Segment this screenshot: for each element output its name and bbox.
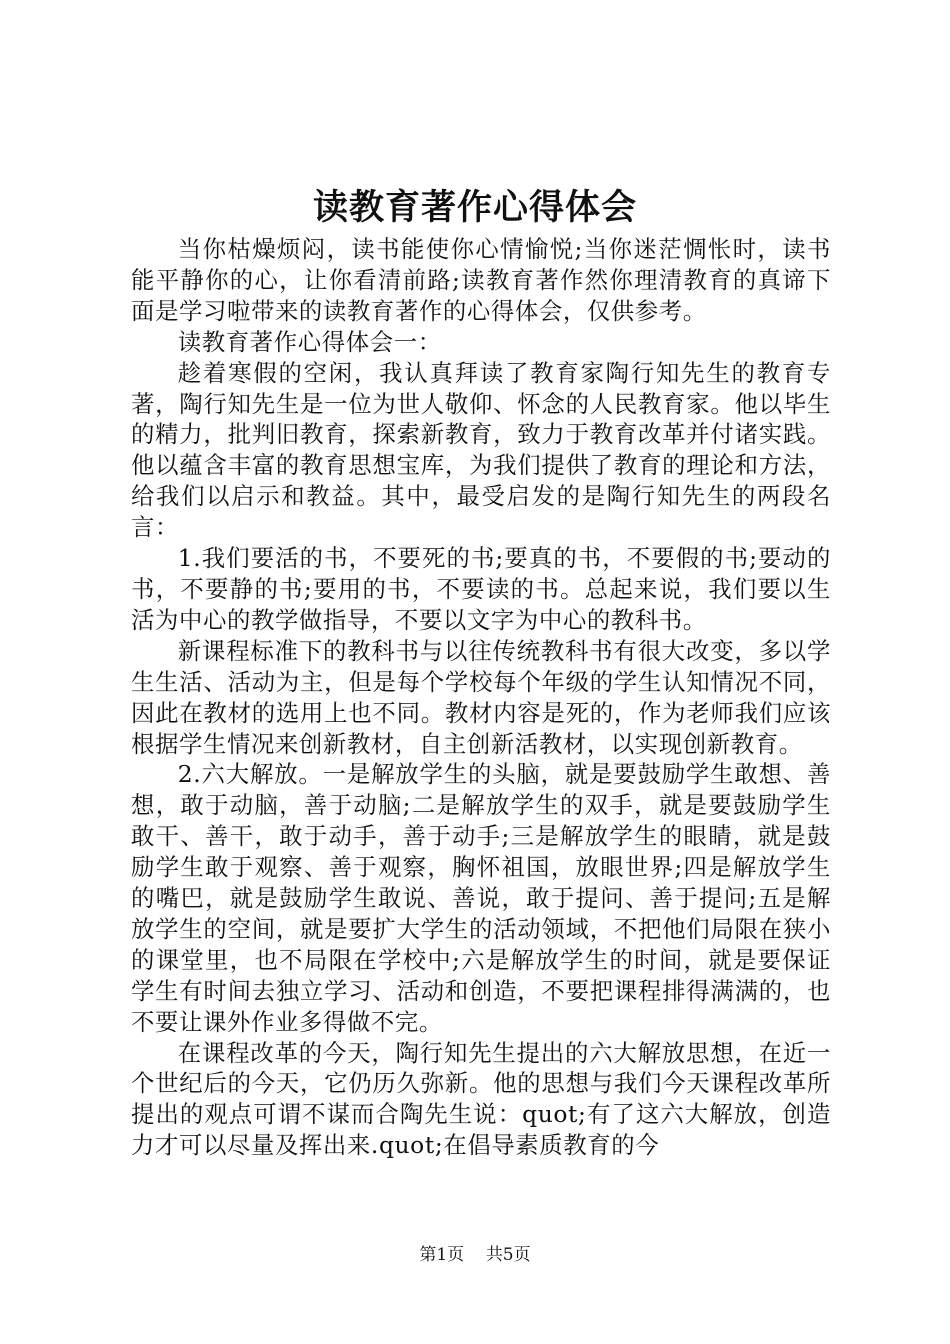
paragraph-section-heading: 读教育著作心得体会一： (177, 327, 442, 356)
document-title: 读教育著作心得体会 (312, 187, 637, 228)
page-number: 第1页 (419, 1245, 465, 1265)
paragraph-quote-one: 1.我们要活的书，不要死的书;要真的书，不要假的书;要动的书，不要静的书;要用的书，不要读的书。总起来说，我们要以生活为中心的教学做指导，不要以文字为中心的教科书。 (131, 544, 831, 634)
paragraph-curriculum-reform: 在课程改革的今天，陶行知先生提出的六大解放思想，在近一个世纪后的今天，它仍历久弥新。他的思想与我们今天课程改革所提出的观点可谓不谋而合陶先生说：quot;有了这六大解放，创造力才可以尽量及挥出来.quot;在倡导素质教育的今 (131, 1038, 831, 1160)
paragraph-new-curriculum: 新课程标准下的教科书与以往传统教科书有很大改变，多以学生生活、活动为主，但是每个学校每个年级的学生认知情况不同，因此在教材的选用上也不同。教材内容是死的，作为老师我们应该根据学生情况来创新教材，自主创新活教材，以实现创新教育。 (131, 636, 831, 758)
paragraph-tao-xingzhi: 趁着寒假的空闲，我认真拜读了教育家陶行知先生的教育专著，陶行知先生是一位为世人敬仰、怀念的人民教育家。他以毕生的精力，批判旧教育，探索新教育，致力于教育改革并付诸实践。他以蕴含丰富的教育思想宝库，为我们提供了教育的理论和方法，给我们以启示和教益。其中，最受启发的是陶行知先生的两段名言： (131, 358, 831, 542)
paragraph-six-liberations: 2.六大解放。一是解放学生的头脑，就是要鼓励学生敢想、善想，敢于动脑，善于动脑;二是解放学生的双手，就是要鼓励学生敢干、善干，敢于动手，善于动手;三是解放学生的眼睛，就是鼓励学生敢于观察、善于观察，胸怀祖国，放眼世界;四是解放学生的嘴巴，就是鼓励学生敢说、善说，敢于提问、善于提问;五是解放学生的空间，就是要扩大学生的活动领域，不把他们局限在狭小的课堂里，也不局限在学校中;六是解放学生的时间，就是要保证学生有时间去独立学习、活动和创造，不要把课程排得满满的，也不要让课外作业多得做不完。 (131, 760, 831, 1036)
document-body (131, 234, 831, 1161)
paragraph-intro: 当你枯燥烦闷，读书能使你心情愉悦;当你迷茫惆怅时，读书能平静你的心，让你看清前路;读教育著作然你理清教育的真谛下面是学习啦带来的读教育著作的心得体会，仅供参考。 (131, 235, 831, 325)
total-pages: 共5页 (485, 1245, 531, 1265)
page-footer (0, 1243, 950, 1267)
page-separator (470, 1245, 481, 1265)
